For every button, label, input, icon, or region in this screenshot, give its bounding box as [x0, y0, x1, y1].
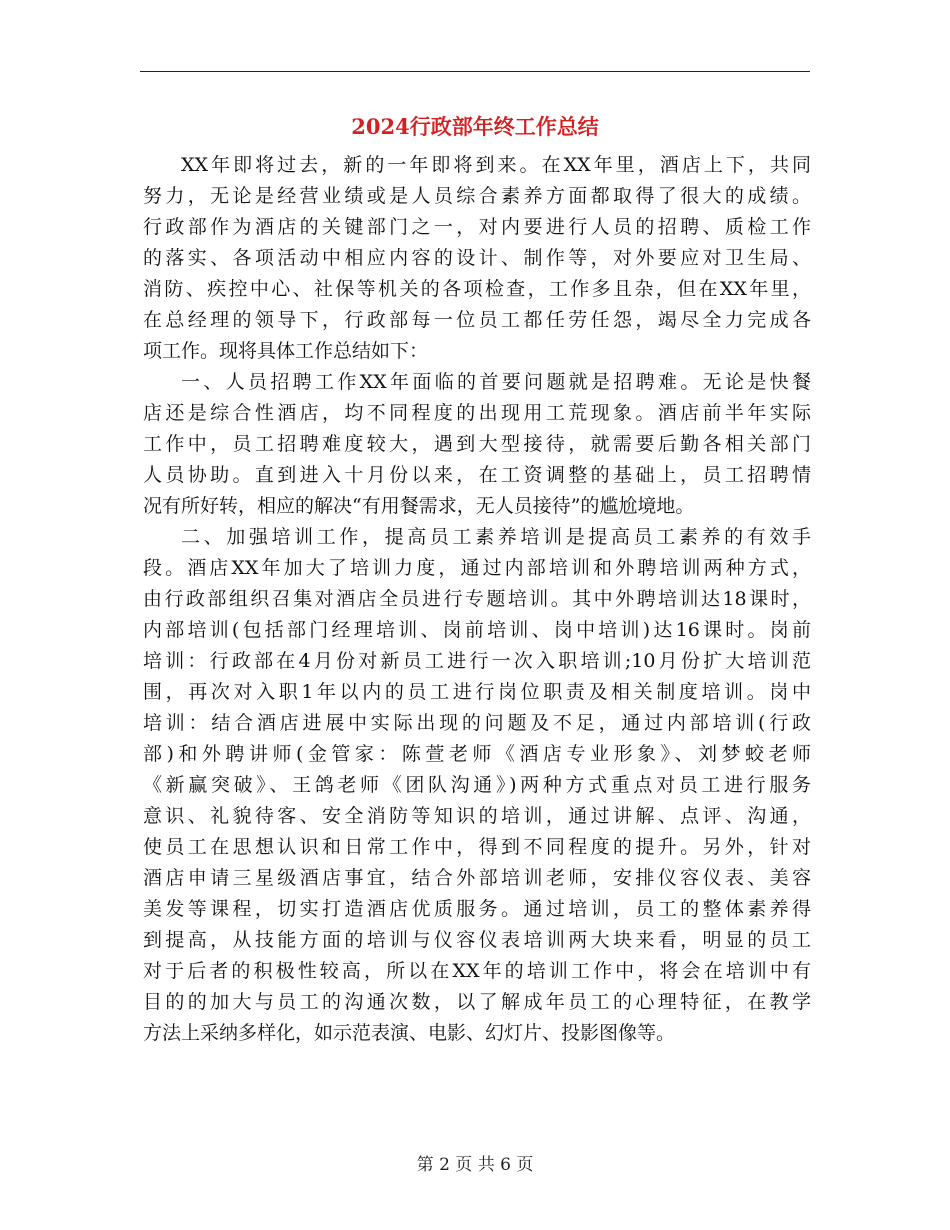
page-number: 第 2 页 共 6 页: [416, 1155, 534, 1175]
body-line: 段。酒店XX年加大了培训力度，通过内部培训和外聘培训两种方式，: [143, 557, 811, 579]
document-body: [143, 150, 811, 1049]
body-line: 意识、礼貌待客、安全消防等知识的培训，通过讲解、点评、沟通，: [143, 805, 811, 827]
body-line: 工作中，员工招聘难度较大，遇到大型接待，就需要后勤各相关部门: [143, 433, 811, 455]
body-line: 到提高，从技能方面的培训与仪容仪表培训两大块来看，明显的员工: [143, 929, 811, 951]
body-line: 项工作。现将具体工作总结如下：: [143, 340, 429, 362]
body-line: 美发等课程，切实打造酒店优质服务。通过培训，员工的整体素养得: [143, 898, 811, 920]
header-rule: [140, 71, 810, 72]
body-line: 的落实、各项活动中相应内容的设计、制作等，对外要应对卫生局、: [143, 247, 811, 269]
body-line: 对于后者的积极性较高，所以在XX年的培训工作中，将会在培训中有: [143, 960, 811, 982]
body-line: 方法上采纳多样化，如示范表演、电影、幻灯片、投影图像等。: [143, 1022, 676, 1044]
body-line: 二、加强培训工作，提高员工素养培训是提高员工素养的有效手: [181, 526, 811, 548]
body-line: 消防、疾控中心、社保等机关的各项检查，工作多且杂，但在XX年里，: [143, 278, 811, 300]
body-line: 努力，无论是经营业绩或是人员综合素养方面都取得了很大的成绩。: [143, 185, 811, 207]
body-line: 况有所好转，相应的解决“有用餐需求，无人员接待”的尴尬境地。: [143, 495, 695, 517]
body-line: 人员协助。直到进入十月份以来，在工资调整的基础上，员工招聘情: [143, 464, 811, 486]
body-line: 围，再次对入职1年以内的员工进行岗位职责及相关制度培训。岗中: [143, 681, 811, 703]
body-line: 使员工在思想认识和日常工作中，得到不同程度的提升。另外，针对: [143, 836, 811, 858]
body-line: 培训：结合酒店进展中实际出现的问题及不足，通过内部培训(行政: [143, 712, 811, 734]
body-line: 店还是综合性酒店，均不同程度的出现用工荒现象。酒店前半年实际: [143, 402, 811, 424]
document-title: 2024行政部年终工作总结: [351, 114, 599, 139]
body-line: 目的的加大与员工的沟通次数，以了解成年员工的心理特征，在教学: [143, 991, 811, 1013]
body-line: 由行政部组织召集对酒店全员进行专题培训。其中外聘培训达18课时，: [143, 588, 811, 610]
body-line: 在总经理的领导下，行政部每一位员工都任劳任怨，竭尽全力完成各: [143, 309, 811, 331]
body-line: 酒店申请三星级酒店事宜，结合外部培训老师，安排仪容仪表、美容: [143, 867, 811, 889]
body-line: 一、人员招聘工作XX年面临的首要问题就是招聘难。无论是快餐: [181, 371, 811, 393]
body-line: 行政部作为酒店的关键部门之一，对内要进行人员的招聘、质检工作: [143, 216, 811, 238]
body-line: 《新赢突破》、王鸽老师《团队沟通》)两种方式重点对员工进行服务: [143, 774, 811, 796]
body-line: 内部培训(包括部门经理培训、岗前培训、岗中培训)达16课时。岗前: [143, 619, 811, 641]
body-line: XX年即将过去，新的一年即将到来。在XX年里，酒店上下，共同: [181, 154, 811, 176]
body-line: 部)和外聘讲师(金管家：陈萱老师《酒店专业形象》、刘梦蛟老师: [143, 743, 811, 765]
body-line: 培训：行政部在4月份对新员工进行一次入职培训;10月份扩大培训范: [143, 650, 811, 672]
